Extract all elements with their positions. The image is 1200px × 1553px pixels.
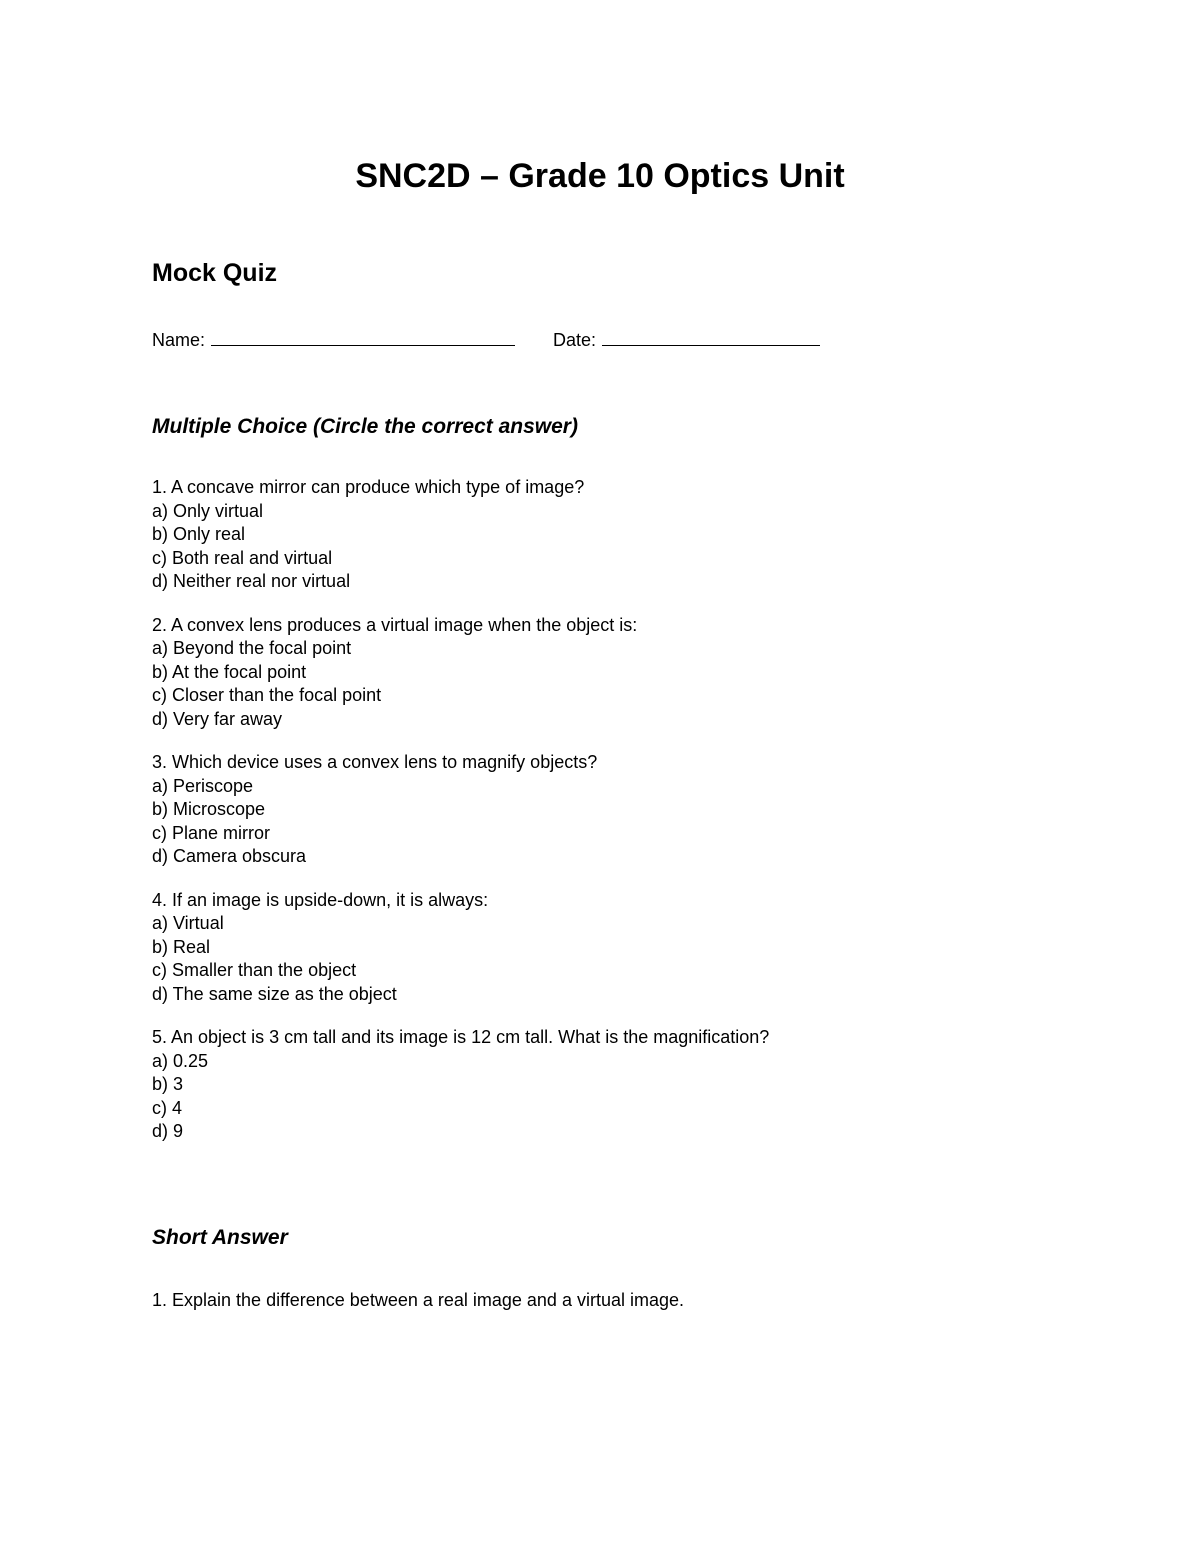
answer-option[interactable]: a) 0.25 [152,1050,209,1071]
answer-option[interactable]: d) Neither real nor virtual [152,571,351,591]
answer-option[interactable]: c) Closer than the focal point [152,685,382,705]
multiple-choice-list [152,476,1052,1164]
answer-option[interactable]: c) 4 [152,1097,183,1118]
page-title: SNC2D – Grade 10 Optics Unit [355,157,845,195]
mc-question [152,476,1052,594]
date-field[interactable] [553,327,820,352]
answer-option[interactable]: a) Beyond the focal point [152,638,352,658]
mc-question [152,751,1052,869]
answer-option[interactable]: d) Very far away [152,708,283,729]
answer-option[interactable]: b) At the focal point [152,661,307,682]
multiple-choice-heading: Multiple Choice (Circle the correct answer) [152,415,578,438]
question-stem: 2. A convex lens produces a virtual image when the object is: [152,614,638,635]
answer-option[interactable]: b) Microscope [152,799,266,819]
answer-option[interactable]: d) The same size as the object [152,983,397,1004]
answer-option[interactable]: c) Both real and virtual [152,547,333,568]
answer-option[interactable]: d) 9 [152,1121,184,1141]
question-stem: 5. An object is 3 cm tall and its image is 12 cm tall. What is the magnification? [152,1027,770,1047]
date-label: Date: [553,330,597,350]
name-blank-line[interactable] [211,327,515,346]
short-answer-question: 1. Explain the difference between a real image and a virtual image. [152,1290,684,1310]
answer-option[interactable]: a) Periscope [152,775,254,796]
mc-question [152,1026,1052,1144]
page-subtitle: Mock Quiz [152,259,278,287]
answer-option[interactable]: d) Camera obscura [152,846,307,866]
short-answer-heading: Short Answer [152,1226,288,1249]
answer-option[interactable]: a) Virtual [152,913,224,933]
answer-option[interactable]: b) Real [152,936,211,957]
question-stem: 1. A concave mirror can produce which type of image? [152,477,585,497]
mc-question [152,614,1052,732]
answer-option[interactable]: b) 3 [152,1074,184,1094]
name-field[interactable] [152,327,515,352]
name-label: Name: [152,330,206,350]
question-stem: 4. If an image is upside-down, it is always: [152,889,489,910]
date-blank-line[interactable] [602,327,820,346]
answer-option[interactable]: c) Plane mirror [152,822,271,843]
answer-option[interactable]: c) Smaller than the object [152,960,357,980]
answer-option[interactable]: a) Only virtual [152,500,264,521]
mc-question [152,889,1052,1007]
answer-option[interactable]: b) Only real [152,524,246,544]
question-stem: 3. Which device uses a convex lens to magnify objects? [152,752,598,772]
